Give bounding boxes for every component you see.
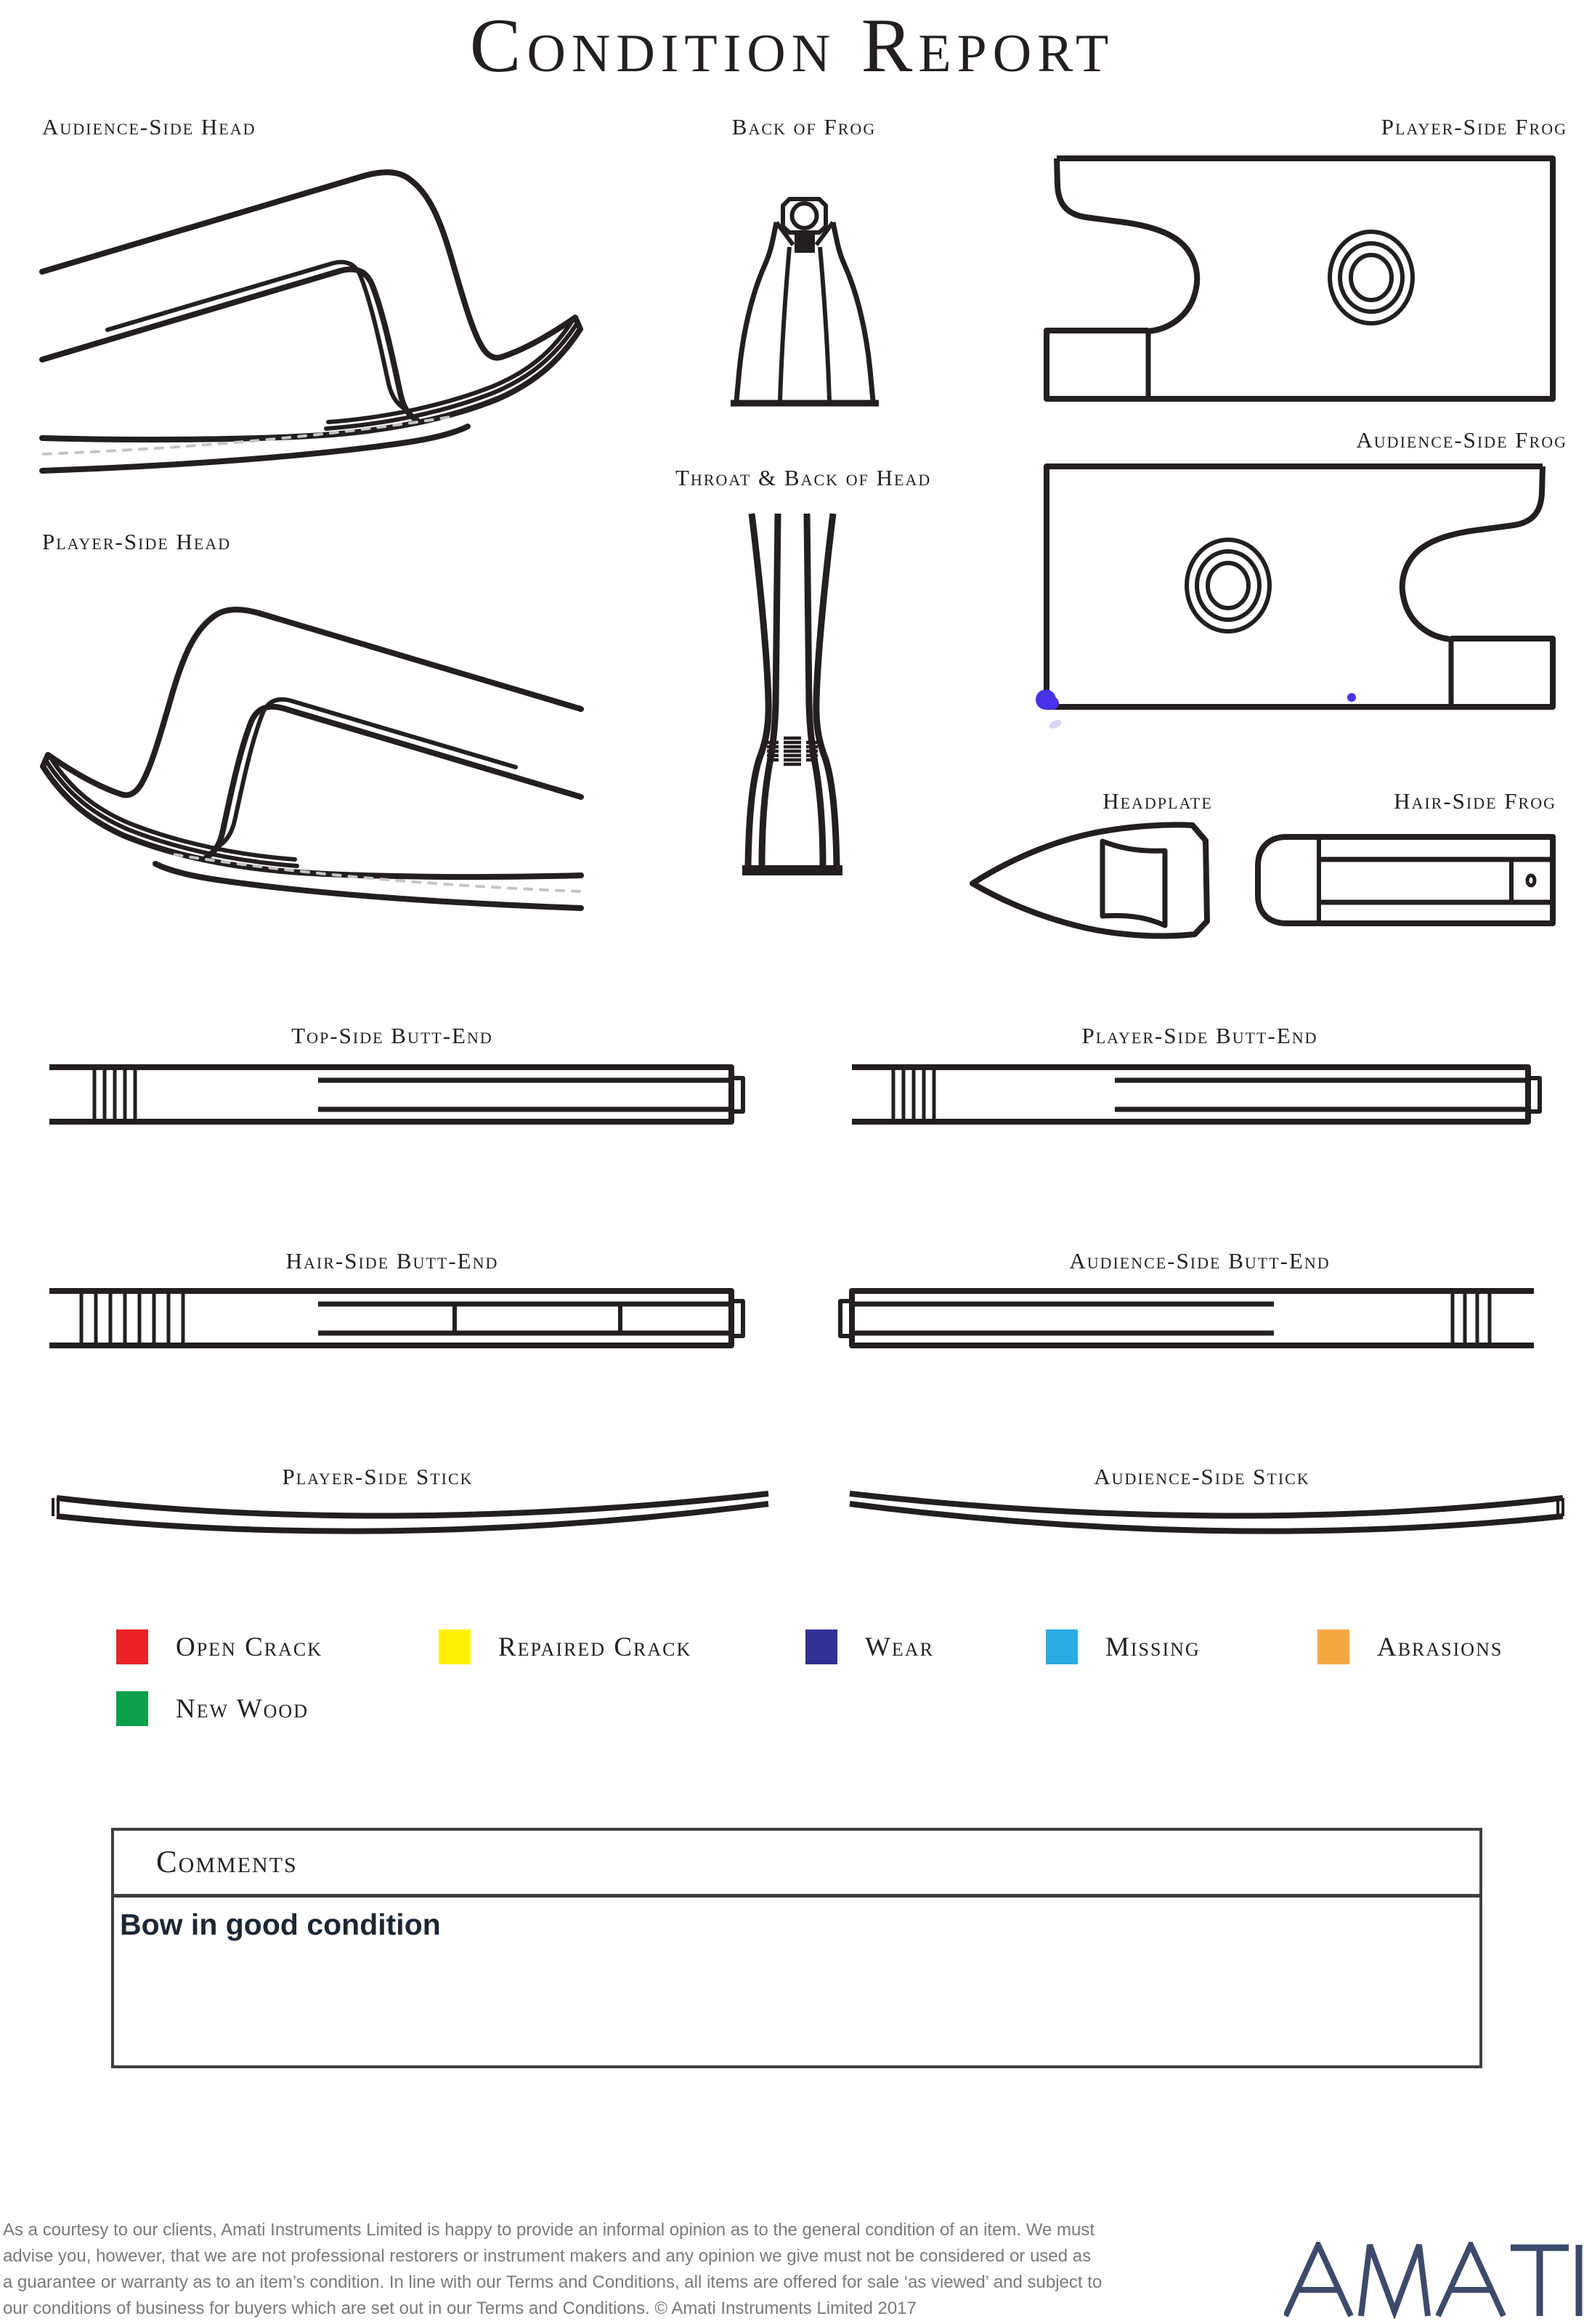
label-back-of-frog: Back of Frog bbox=[731, 114, 877, 139]
label-player-side-frog: Player-Side Frog bbox=[1381, 114, 1567, 139]
label-audience-side-head: Audience-Side Head bbox=[42, 114, 256, 139]
comments-header bbox=[114, 1831, 1479, 1898]
legend-swatch-wear bbox=[805, 1629, 837, 1664]
legend-label-new-wood: New Wood bbox=[176, 1693, 309, 1724]
comments-header-label: Comments bbox=[156, 1845, 298, 1879]
footer-line: our conditions of business for buyers which are set out in our Terms and Conditions. © Amati Instruments Limited 2017 bbox=[3, 2299, 917, 2318]
label-headplate: Headplate bbox=[1102, 788, 1213, 814]
amati-logo bbox=[1284, 2242, 1583, 2319]
footer-line: As a courtesy to our clients, Amati Instruments Limited is happy to provide an informal opinion as to the general condition of an item. We must bbox=[3, 2220, 1094, 2240]
page-title: Condition Report bbox=[469, 3, 1115, 88]
comments-box bbox=[111, 1828, 1482, 2068]
legend-swatch-open-crack bbox=[116, 1629, 148, 1664]
legend-swatch-missing bbox=[1046, 1629, 1078, 1664]
label-audience-side-butt-end: Audience-Side Butt-End bbox=[1069, 1248, 1331, 1274]
legend-item-wear bbox=[805, 1629, 934, 1665]
footer-line: advise you, however, that we are not professional restorers or instrument makers and any opinion we give must not be considered or used as bbox=[3, 2246, 1092, 2266]
legend-label-open-crack: Open Crack bbox=[176, 1632, 323, 1662]
label-player-side-butt-end: Player-Side Butt-End bbox=[1081, 1023, 1318, 1048]
legend-item-abrasions bbox=[1317, 1629, 1503, 1665]
label-player-side-head: Player-Side Head bbox=[42, 529, 232, 554]
legend-swatch-abrasions bbox=[1317, 1629, 1349, 1664]
drawing-back-of-frog bbox=[731, 199, 879, 403]
label-hair-side-frog: Hair-Side Frog bbox=[1394, 788, 1556, 814]
legend-item-new-wood bbox=[116, 1691, 309, 1727]
wear-marks bbox=[1036, 689, 1356, 730]
legend-swatch-repaired-crack bbox=[439, 1629, 471, 1664]
drawing-audience-side-stick bbox=[850, 1494, 1563, 1531]
legend-label-repaired-crack: Repaired Crack bbox=[498, 1632, 692, 1662]
drawing-player-side-butt-end bbox=[852, 1067, 1540, 1122]
footer-line: a guarantee or warranty as to an item’s condition. In line with our Terms and Conditions, all items are offered for sale ‘as viewed’ and subject to bbox=[3, 2272, 1102, 2292]
legend-item-missing bbox=[1046, 1629, 1201, 1665]
legend-swatch-new-wood bbox=[116, 1691, 148, 1726]
drawing-audience-side-head bbox=[42, 172, 580, 471]
drawing-hair-side-frog bbox=[1258, 837, 1553, 923]
drawing-hair-side-butt-end bbox=[49, 1291, 743, 1345]
drawing-headplate bbox=[972, 825, 1207, 936]
drawing-top-side-butt-end bbox=[49, 1067, 743, 1122]
label-hair-side-butt-end: Hair-Side Butt-End bbox=[285, 1248, 499, 1274]
legend-label-missing: Missing bbox=[1105, 1632, 1201, 1662]
drawing-audience-side-butt-end bbox=[840, 1291, 1534, 1345]
label-audience-side-frog: Audience-Side Frog bbox=[1356, 427, 1567, 453]
label-throat-back-of-head: Throat & Back of Head bbox=[675, 465, 932, 490]
drawing-player-side-stick bbox=[53, 1494, 768, 1531]
legend-item-repaired-crack bbox=[439, 1629, 691, 1665]
drawing-player-side-frog bbox=[1047, 158, 1553, 399]
comments-text: Bow in good condition bbox=[120, 1908, 441, 1941]
drawing-player-side-head bbox=[43, 610, 581, 908]
legend-label-abrasions: Abrasions bbox=[1377, 1632, 1503, 1662]
drawing-audience-side-frog bbox=[1047, 466, 1553, 707]
footer-disclaimer bbox=[3, 2217, 1102, 2322]
legend-item-open-crack bbox=[116, 1629, 322, 1665]
drawing-throat-back-of-head bbox=[742, 514, 842, 870]
label-player-side-stick: Player-Side Stick bbox=[282, 1464, 474, 1489]
legend-label-wear: Wear bbox=[865, 1632, 934, 1662]
label-top-side-butt-end: Top-Side Butt-End bbox=[291, 1023, 493, 1048]
label-audience-side-stick: Audience-Side Stick bbox=[1094, 1464, 1310, 1489]
